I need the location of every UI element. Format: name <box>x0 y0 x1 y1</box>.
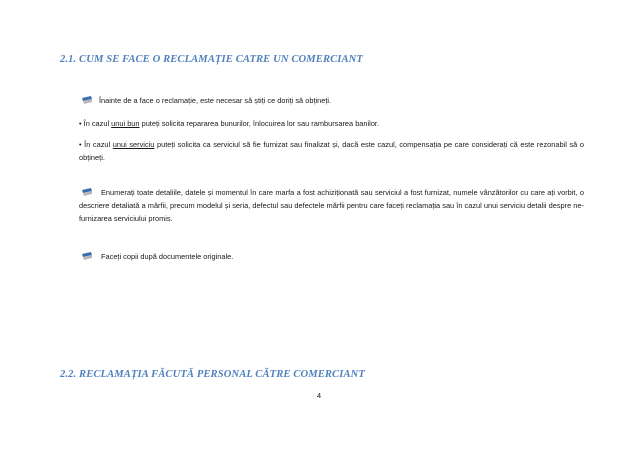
tip-text-3: Faceți copii după documentele originale. <box>101 252 234 261</box>
pen-note-icon <box>81 95 93 105</box>
bullet-goods: • În cazul unui bun puteți solicita repararea bunurilor, înlocuirea lor sau rambursarea banilor. <box>79 119 380 128</box>
page-number: 4 <box>316 391 322 400</box>
section-heading-2-1: 2.1. CUM SE FACE O RECLAMAȚIE CATRE UN COMERCIANT <box>60 54 363 65</box>
pen-note-icon <box>81 251 93 261</box>
tip-text-1: Înainte de a face o reclamație, este necesar să știți ce doriți să obțineți. <box>99 96 332 105</box>
section-heading-2-2: 2.2. RECLAMAȚIA FĂCUTĂ PERSONAL CĂTRE COMERCIANT <box>60 369 365 380</box>
bullet-service: • În cazul unui serviciu puteți solicita ca serviciul să fie furnizat sau finalizat și, dacă este cazul, compensația pe care considerați că este rezonabil să o obțineți. <box>79 140 584 163</box>
tip-text-2: Enumerați toate detaliile, datele și momentul în care marfa a fost achiziționată sau serviciul a fost furnizat, numele vânzătorilor cu care ați vorbit, o descriere detaliată a mărfii, precum modelul și seria, defectul sau defectele mărfii pentru care faceți reclamația sau în cazul unui serviciu detalii despre ne-furnizarea serviciului promis. <box>79 188 584 224</box>
